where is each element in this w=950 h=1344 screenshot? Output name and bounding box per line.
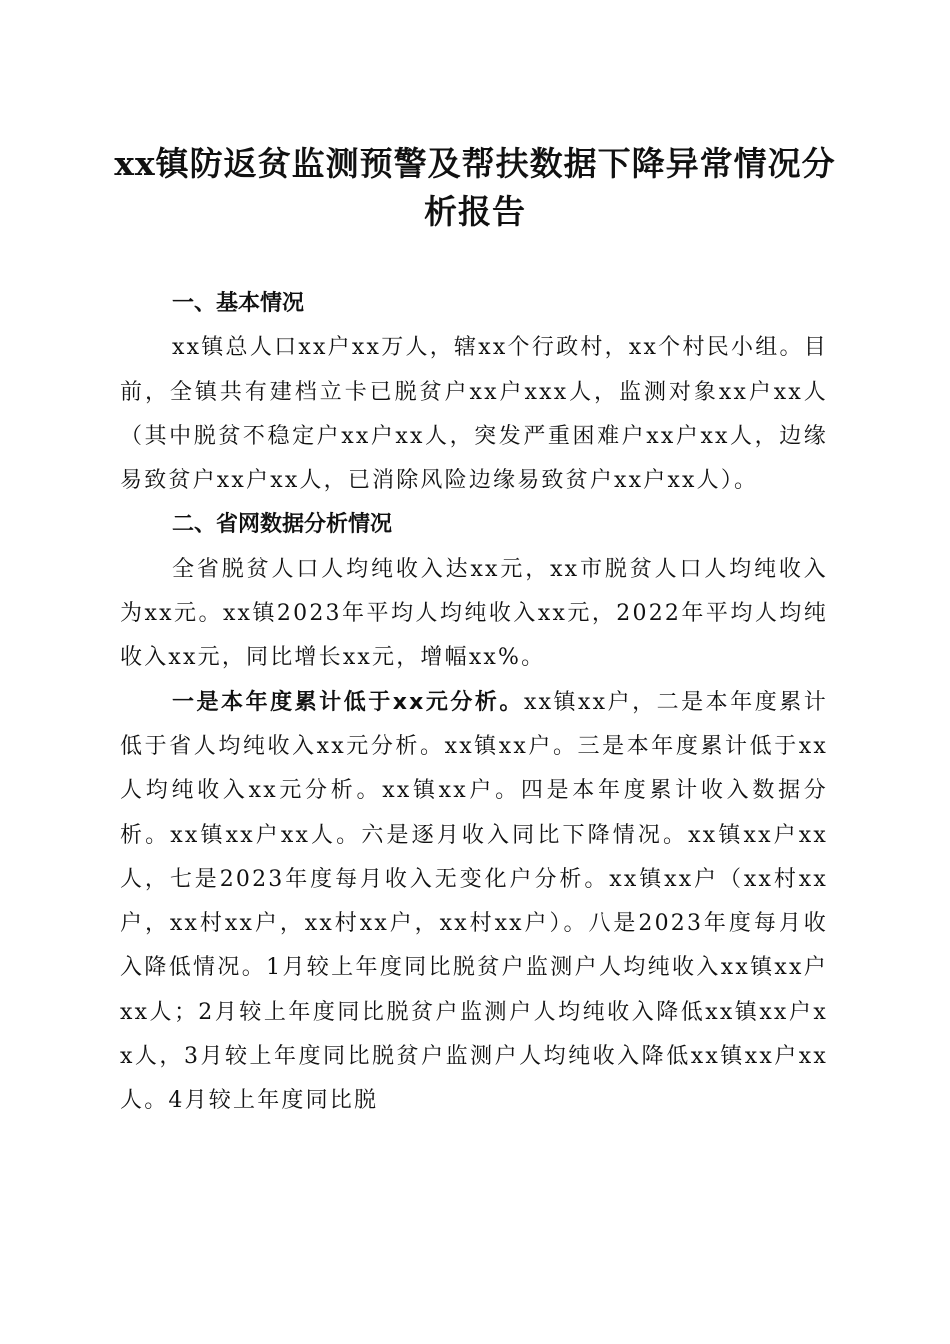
- section-heading: 二、省网数据分析情况: [172, 512, 393, 538]
- analysis-text: xx镇xx户，二是本年度累计低于省人均纯收入xx元分析。xx镇xx户。三是本年度累计低于xx人均纯收入xx元分析。xx镇xx户。四是本年度累计收入数据分析。xx镇xx户xx人。六是逐月收入同比下降情况。xx镇xx户xx人，七是2023年度每月收入无变化户分析。xx镇xx户（xx村xx户，xx村xx户，xx村xx户，xx村xx户）。八是2023年度每月收入降低情况。1月较上年度同比脱贫户监测户人均纯收入xx镇xx户xx人；2月较上年度同比脱贫户监测户人均纯收入降低xx镇xx户xx人，3月较上年度同比脱贫户监测户人均纯收入降低xx镇xx户xx人。4月较上年度同比脱: [120, 689, 828, 1114]
- section-heading: 一、基本情况: [172, 291, 305, 316]
- analysis-paragraph: [120, 681, 828, 1124]
- section-basic-info: [120, 282, 828, 503]
- analysis-lead: 一是本年度累计低于xx元分析。: [172, 689, 524, 715]
- section-data-analysis: [120, 503, 828, 1123]
- paragraph: xx镇总人口xx户xx万人，辖xx个行政村，xx个村民小组。目前，全镇共有建档立卡已脱贫户xx户xxx人，监测对象xx户xx人（其中脱贫不稳定户xx户xx人，突发严重困难户xx户xx人，边缘易致贫户xx户xx人，已消除风险边缘易致贫户xx户xx人）。: [120, 335, 828, 494]
- document-title: xx镇防返贫监测预警及帮扶数据下降异常情况分析报告: [114, 144, 836, 231]
- paragraph: 全省脱贫人口人均纯收入达xx元，xx市脱贫人口人均纯收入为xx元。xx镇2023年平均人均纯收入xx元，2022年平均人均纯收入xx元，同比增长xx元，增幅xx%。: [120, 556, 828, 671]
- document-body: [120, 282, 828, 1124]
